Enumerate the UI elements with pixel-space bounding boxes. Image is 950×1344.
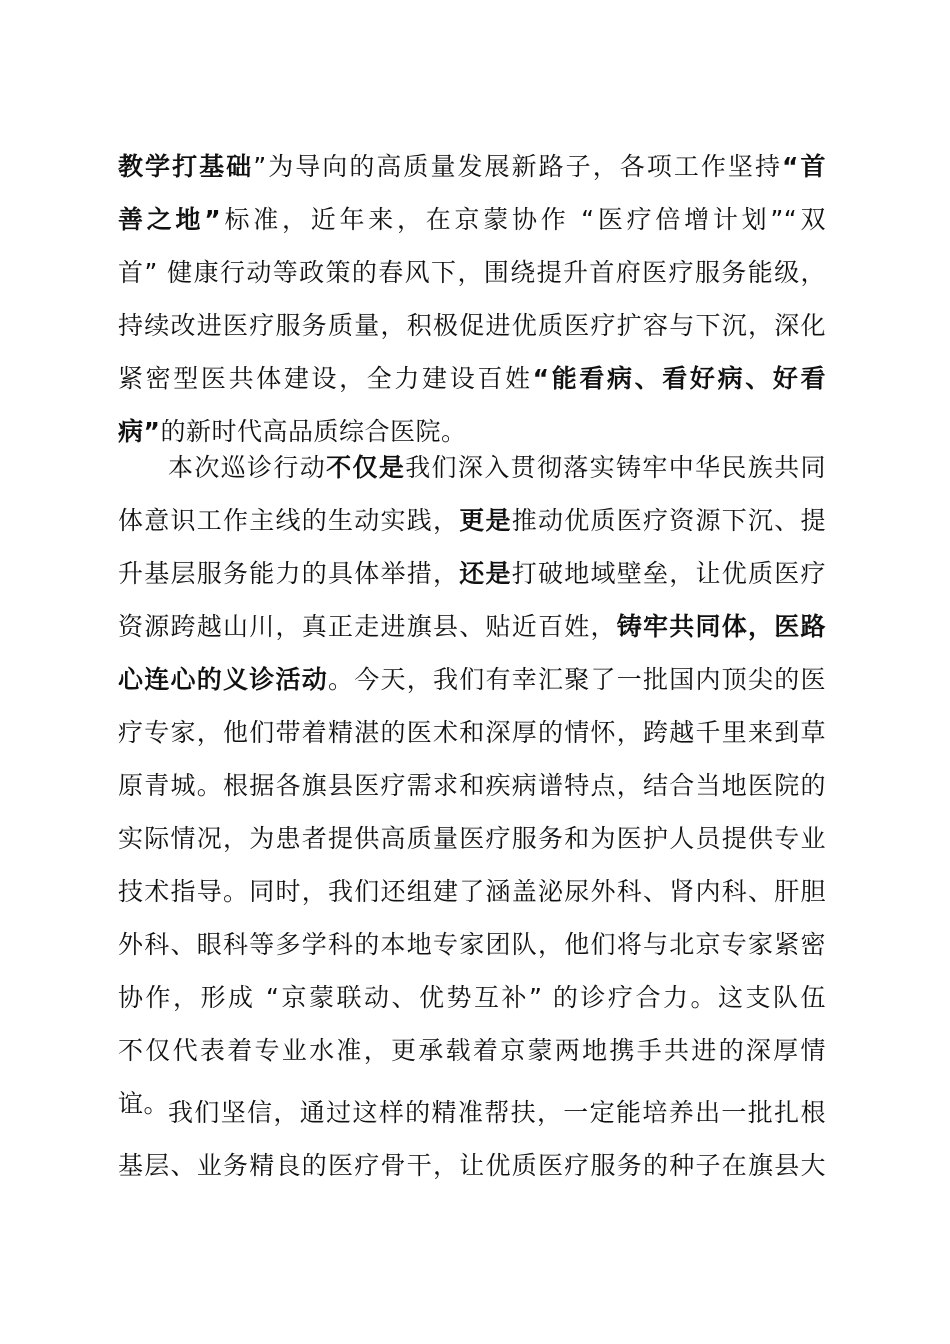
text-line xyxy=(118,441,826,494)
text-line xyxy=(118,600,826,653)
text-run: 技术指导。同时，我们还组建了涵盖泌尿外科、肾内科、肝胆 xyxy=(118,877,826,906)
text-run: 实际情况，为患者提供高质量医疗服务和为医护人员提供专业 xyxy=(118,824,826,853)
text-line xyxy=(118,918,826,971)
bold-text-run: 病” xyxy=(118,417,161,446)
text-run: 本次巡诊行动 xyxy=(168,453,327,482)
text-run: 的新时代高品质综合医院。 xyxy=(160,417,467,446)
text-run: 持续改进医疗服务质量，积极促进优质医疗扩容与下沉，深化 xyxy=(118,311,826,340)
text-run: 协作，形成 “京蒙联动、优势互补” 的诊疗合力。这支队伍 xyxy=(118,983,826,1012)
bold-text-run: 更是 xyxy=(459,506,512,535)
text-run: ”为导向的高质量发展新路子，各项工作坚持 xyxy=(253,152,783,181)
text-line xyxy=(118,1024,826,1077)
text-line xyxy=(118,865,826,918)
text-run: 基层、业务精良的医疗骨干，让优质医疗服务的种子在旗县大 xyxy=(118,1151,826,1180)
text-run: 升基层服务能力的具体举措， xyxy=(118,559,460,588)
bold-text-run: 不仅是 xyxy=(326,453,406,482)
text-run: 。今天，我们有幸汇聚了一批国内顶尖的医 xyxy=(328,665,826,694)
text-run: 标准，近年来，在京蒙协作 “医疗倍增计划”“双 xyxy=(221,205,826,234)
text-run: 我们坚信，通过这样的精准帮扶，一定能培养出一批扎根 xyxy=(168,1098,826,1127)
text-line xyxy=(118,193,826,246)
text-line xyxy=(118,706,826,759)
text-line xyxy=(118,140,826,193)
text-line xyxy=(118,547,826,600)
bold-text-run: 还是 xyxy=(459,559,512,588)
text-run: 首” 健康行动等政策的春风下，围绕提升首府医疗服务能级， xyxy=(118,258,826,287)
text-run: 打破地域壁垒，让优质医疗 xyxy=(511,559,826,588)
text-line xyxy=(118,812,826,865)
text-line xyxy=(118,494,826,547)
text-run: 推动优质医疗资源下沉、提 xyxy=(511,506,826,535)
bold-text-run: 心连心的义诊活动 xyxy=(118,665,328,694)
paragraph-3 xyxy=(118,1086,826,1192)
bold-text-run: 铸牢共同体，医路 xyxy=(616,612,826,641)
paragraph-2 xyxy=(118,441,826,1130)
text-run: 资源跨越山川，真正走进旗县、贴近百姓， xyxy=(118,612,617,641)
bold-text-run: 教学打基础 xyxy=(118,152,254,181)
text-run: 不仅代表着专业水准，更承载着京蒙两地携手共进的深厚情 xyxy=(118,1036,826,1065)
text-line xyxy=(118,971,826,1024)
text-line xyxy=(118,1139,826,1192)
paragraph-1 xyxy=(118,140,826,458)
text-run: 体意识工作主线的生动实践， xyxy=(118,506,460,535)
bold-text-run: 善之地” xyxy=(118,205,222,234)
text-run: 疗专家，他们带着精湛的医术和深厚的情怀，跨越千里来到草 xyxy=(118,718,826,747)
bold-text-run: “首 xyxy=(782,152,826,181)
text-line xyxy=(118,759,826,812)
text-line xyxy=(118,246,826,299)
text-run: 外科、眼科等多学科的本地专家团队，他们将与北京专家紧密 xyxy=(118,930,826,959)
text-run: 原青城。根据各旗县医疗需求和疾病谱特点，结合当地医院的 xyxy=(118,771,826,800)
text-run: 我们深入贯彻落实铸牢中华民族共同 xyxy=(405,453,826,482)
bold-text-run: “能看病、看好病、好看 xyxy=(532,364,826,393)
text-run: 紧密型医共体建设，全力建设百姓 xyxy=(118,364,533,393)
text-line xyxy=(118,299,826,352)
text-run: 谊。 xyxy=(118,1089,170,1118)
text-line xyxy=(118,1086,826,1139)
text-line xyxy=(118,352,826,405)
text-line xyxy=(118,653,826,706)
